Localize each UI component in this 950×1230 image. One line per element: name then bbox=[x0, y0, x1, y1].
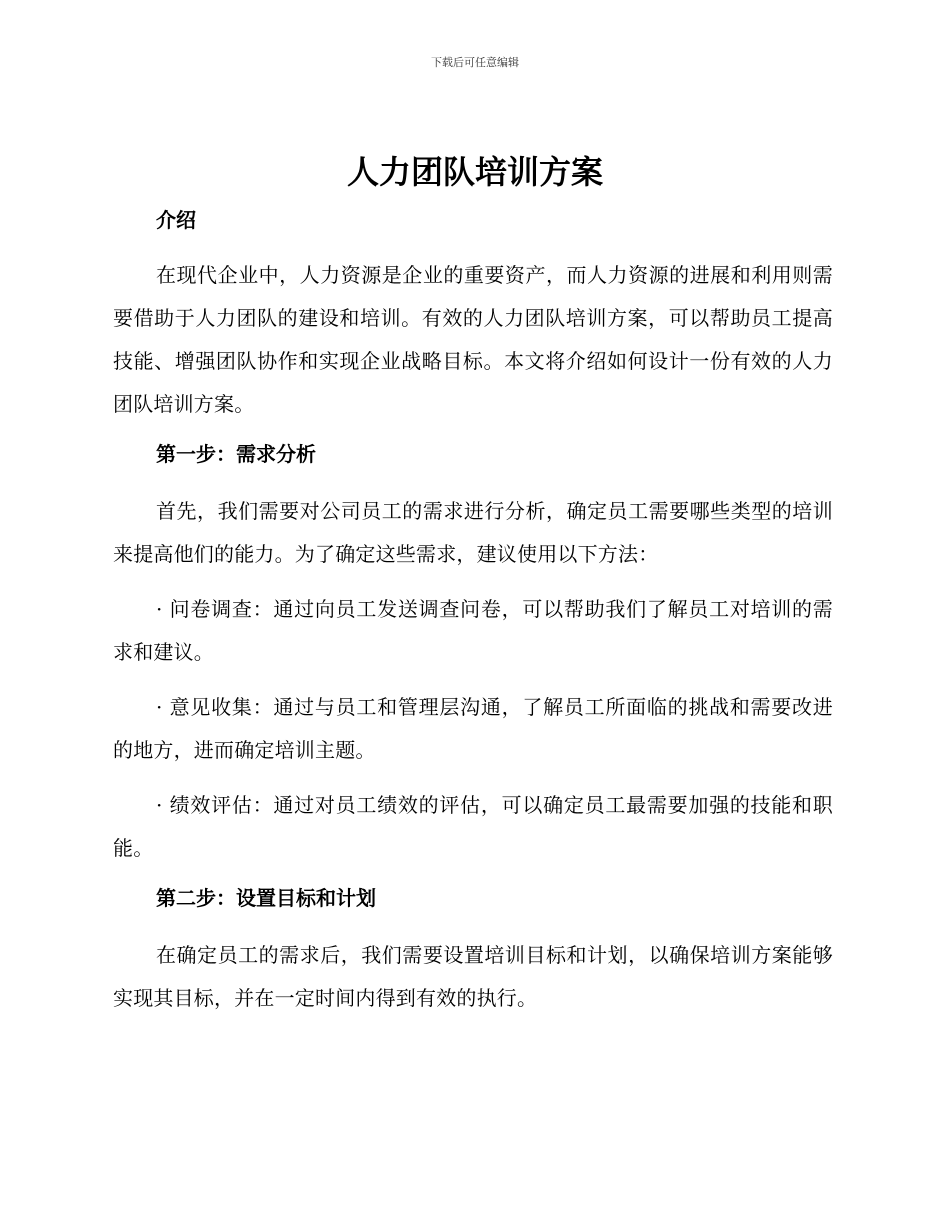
paragraph-step1-intro: 首先，我们需要对公司员工的需求进行分析，确定员工需要哪些类型的培训来提高他们的能力。为了确定这些需求，建议使用以下方法： bbox=[113, 499, 833, 566]
bullet-performance: · 绩效评估：通过对员工绩效的评估，可以确定员工最需要加强的技能和职能。 bbox=[113, 793, 833, 860]
page-header-note: 下载后可任意编辑 bbox=[431, 56, 519, 69]
paragraph-step2: 在确定员工的需求后，我们需要设置培训目标和计划，以确保培训方案能够实现其目标，并在一定时间内得到有效的执行。 bbox=[113, 943, 833, 1010]
bullet-survey: · 问卷调查：通过向员工发送调查问卷，可以帮助我们了解员工对培训的需求和建议。 bbox=[113, 597, 833, 664]
paragraph-intro: 在现代企业中，人力资源是企业的重要资产，而人力资源的进展和利用则需要借助于人力团队的建设和培训。有效的人力团队培训方案，可以帮助员工提高技能、增强团队协作和实现企业战略目标。本文将介绍如何设计一份有效的人力团队培训方案。 bbox=[113, 263, 833, 416]
section-heading-step1: 第一步：需求分析 bbox=[156, 442, 316, 466]
document-body bbox=[113, 204, 833, 1032]
section-heading-intro: 介绍 bbox=[156, 208, 196, 232]
bullet-feedback: · 意见收集：通过与员工和管理层沟通，了解员工所面临的挑战和需要改进的地方，进而确定培训主题。 bbox=[113, 695, 833, 762]
document-title: 人力团队培训方案 bbox=[346, 153, 603, 191]
section-heading-step2: 第二步：设置目标和计划 bbox=[156, 886, 376, 910]
